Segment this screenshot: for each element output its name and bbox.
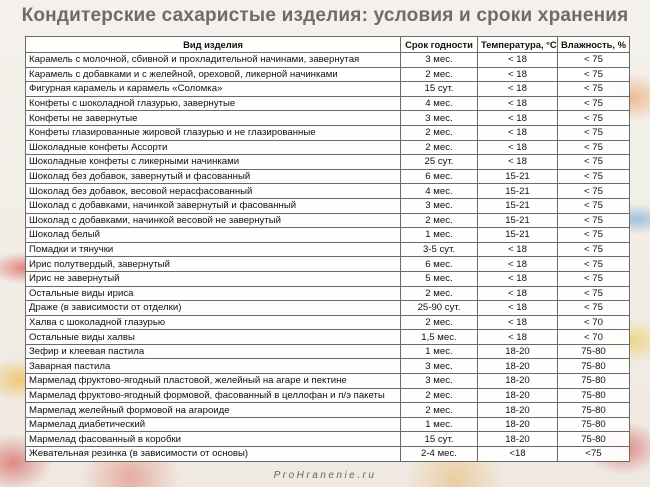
cell-product: Мармелад фруктово-ягодный пластовой, желейный на агаре и пектине: [26, 374, 401, 389]
cell-product: Фигурная карамель и карамель «Соломка»: [26, 82, 401, 97]
cell-product: Остальные виды халвы: [26, 330, 401, 345]
cell-humidity: < 75: [558, 257, 630, 272]
table-row: [26, 96, 630, 111]
cell-humidity: 75-80: [558, 344, 630, 359]
table-row: [26, 169, 630, 184]
cell-product: Мармелад фасованный в коробки: [26, 432, 401, 447]
cell-shelf-life: 6 мес.: [401, 257, 478, 272]
cell-shelf-life: 4 мес.: [401, 96, 478, 111]
cell-temperature: < 18: [478, 53, 558, 68]
cell-shelf-life: 1 мес.: [401, 417, 478, 432]
table-row: [26, 403, 630, 418]
cell-temperature: 18-20: [478, 432, 558, 447]
cell-shelf-life: 2 мес.: [401, 140, 478, 155]
cell-temperature: 15-21: [478, 184, 558, 199]
cell-product: Мармелад диабетический: [26, 417, 401, 432]
cell-humidity: 75-80: [558, 403, 630, 418]
cell-temperature: < 18: [478, 140, 558, 155]
cell-temperature: <18: [478, 447, 558, 462]
table-row: [26, 359, 630, 374]
cell-humidity: < 75: [558, 213, 630, 228]
cell-product: Мармелад желейный формовой на агароиде: [26, 403, 401, 418]
cell-shelf-life: 3-5 сут.: [401, 242, 478, 257]
storage-table: [25, 36, 630, 462]
cell-product: Заварная пастила: [26, 359, 401, 374]
table-row: [26, 301, 630, 316]
table-row: [26, 82, 630, 97]
cell-shelf-life: 2 мес.: [401, 125, 478, 140]
cell-humidity: < 75: [558, 242, 630, 257]
cell-product: Помадки и тянучки: [26, 242, 401, 257]
cell-shelf-life: 2 мес.: [401, 403, 478, 418]
cell-humidity: <75: [558, 447, 630, 462]
cell-shelf-life: 3 мес.: [401, 111, 478, 126]
cell-shelf-life: 3 мес.: [401, 53, 478, 68]
cell-product: Ирис не завернутый: [26, 271, 401, 286]
table-row: [26, 67, 630, 82]
table-row: [26, 257, 630, 272]
cell-humidity: < 75: [558, 301, 630, 316]
table-row: [26, 140, 630, 155]
cell-temperature: < 18: [478, 286, 558, 301]
cell-humidity: 75-80: [558, 388, 630, 403]
cell-product: Остальные виды ириса: [26, 286, 401, 301]
cell-humidity: < 75: [558, 67, 630, 82]
table-row: [26, 271, 630, 286]
column-header-temperature: Температура, °С: [478, 37, 558, 53]
cell-product: Карамель с молочной, сбивной и прохладительной начинами, завернутая: [26, 53, 401, 68]
table-row: [26, 155, 630, 170]
table-row: [26, 198, 630, 213]
table-row: [26, 432, 630, 447]
cell-shelf-life: 25 сут.: [401, 155, 478, 170]
table-header-row: [26, 37, 630, 53]
cell-temperature: < 18: [478, 82, 558, 97]
cell-shelf-life: 15 сут.: [401, 82, 478, 97]
cell-product: Шоколадные конфеты с ликерными начинками: [26, 155, 401, 170]
cell-temperature: 18-20: [478, 344, 558, 359]
cell-shelf-life: 2 мес.: [401, 286, 478, 301]
cell-humidity: 75-80: [558, 417, 630, 432]
cell-shelf-life: 4 мес.: [401, 184, 478, 199]
cell-shelf-life: 1 мес.: [401, 228, 478, 243]
cell-product: Жевательная резинка (в зависимости от основы): [26, 447, 401, 462]
cell-humidity: < 70: [558, 330, 630, 345]
cell-shelf-life: 25-90 сут.: [401, 301, 478, 316]
table-row: [26, 242, 630, 257]
cell-product: Драже (в зависимости от отделки): [26, 301, 401, 316]
cell-shelf-life: 5 мес.: [401, 271, 478, 286]
cell-product: Конфеты не завернутые: [26, 111, 401, 126]
cell-humidity: < 75: [558, 228, 630, 243]
cell-temperature: < 18: [478, 315, 558, 330]
cell-product: Шоколад без добавок, весовой нерасфасованный: [26, 184, 401, 199]
cell-humidity: 75-80: [558, 359, 630, 374]
cell-temperature: < 18: [478, 125, 558, 140]
cell-temperature: < 18: [478, 155, 558, 170]
column-header-humidity: Влажность, %: [558, 37, 630, 53]
cell-humidity: < 75: [558, 155, 630, 170]
table-body: [26, 53, 630, 462]
cell-shelf-life: 15 сут.: [401, 432, 478, 447]
cell-product: Шоколадные конфеты Ассорти: [26, 140, 401, 155]
column-header-shelf-life: Срок годности: [401, 37, 478, 53]
table-row: [26, 344, 630, 359]
site-watermark: ProHranenie.ru: [273, 470, 377, 481]
cell-product: Ирис полутвердый, завернутый: [26, 257, 401, 272]
cell-temperature: < 18: [478, 96, 558, 111]
cell-temperature: < 18: [478, 257, 558, 272]
cell-product: Шоколад с добавками, начинкой завернутый и фасованный: [26, 198, 401, 213]
table-row: [26, 213, 630, 228]
cell-shelf-life: 1,5 мес.: [401, 330, 478, 345]
cell-temperature: 15-21: [478, 169, 558, 184]
cell-temperature: < 18: [478, 330, 558, 345]
cell-temperature: < 18: [478, 271, 558, 286]
cell-shelf-life: 3 мес.: [401, 198, 478, 213]
table-row: [26, 228, 630, 243]
table-row: [26, 447, 630, 462]
cell-product: Шоколад без добавок, завернутый и фасованный: [26, 169, 401, 184]
cell-humidity: 75-80: [558, 374, 630, 389]
cell-shelf-life: 3 мес.: [401, 359, 478, 374]
table-row: [26, 286, 630, 301]
cell-humidity: < 75: [558, 169, 630, 184]
cell-temperature: < 18: [478, 242, 558, 257]
cell-humidity: < 75: [558, 82, 630, 97]
table-row: [26, 53, 630, 68]
cell-shelf-life: 2-4 мес.: [401, 447, 478, 462]
cell-shelf-life: 2 мес.: [401, 213, 478, 228]
cell-product: Халва с шоколадной глазурью: [26, 315, 401, 330]
cell-temperature: 18-20: [478, 374, 558, 389]
cell-shelf-life: 6 мес.: [401, 169, 478, 184]
cell-temperature: < 18: [478, 301, 558, 316]
cell-product: Конфеты глазированные жировой глазурью и не глазированные: [26, 125, 401, 140]
table-row: [26, 125, 630, 140]
cell-temperature: 18-20: [478, 417, 558, 432]
cell-humidity: < 75: [558, 53, 630, 68]
cell-humidity: 75-80: [558, 432, 630, 447]
table-row: [26, 111, 630, 126]
page-title: Кондитерские сахаристые изделия: условия и сроки хранения: [21, 5, 629, 26]
cell-temperature: 18-20: [478, 403, 558, 418]
cell-temperature: 15-21: [478, 198, 558, 213]
cell-humidity: < 70: [558, 315, 630, 330]
table-row: [26, 417, 630, 432]
cell-shelf-life: 2 мес.: [401, 315, 478, 330]
cell-temperature: 15-21: [478, 228, 558, 243]
table-row: [26, 330, 630, 345]
table-row: [26, 315, 630, 330]
cell-product: Карамель с добавками и с желейной, ореховой, ликерной начинками: [26, 67, 401, 82]
cell-humidity: < 75: [558, 96, 630, 111]
cell-product: Конфеты с шоколадной глазурью, завернутые: [26, 96, 401, 111]
cell-shelf-life: 2 мес.: [401, 67, 478, 82]
cell-temperature: < 18: [478, 67, 558, 82]
cell-humidity: < 75: [558, 140, 630, 155]
storage-table-container: [25, 36, 629, 462]
table-row: [26, 184, 630, 199]
cell-humidity: < 75: [558, 111, 630, 126]
cell-humidity: < 75: [558, 198, 630, 213]
cell-shelf-life: 1 мес.: [401, 344, 478, 359]
cell-temperature: < 18: [478, 111, 558, 126]
cell-humidity: < 75: [558, 125, 630, 140]
cell-shelf-life: 2 мес.: [401, 388, 478, 403]
cell-humidity: < 75: [558, 184, 630, 199]
cell-shelf-life: 3 мес.: [401, 374, 478, 389]
cell-product: Шоколад белый: [26, 228, 401, 243]
cell-product: Шоколад с добавками, начинкой весовой не завернутый: [26, 213, 401, 228]
table-row: [26, 374, 630, 389]
column-header-product: Вид изделия: [26, 37, 401, 53]
table-row: [26, 388, 630, 403]
cell-temperature: 15-21: [478, 213, 558, 228]
cell-humidity: < 75: [558, 271, 630, 286]
cell-product: Мармелад фруктово-ягодный формовой, фасованный в целлофан и п/э пакеты: [26, 388, 401, 403]
cell-humidity: < 75: [558, 286, 630, 301]
cell-temperature: 18-20: [478, 388, 558, 403]
cell-product: Зефир и клеевая пастила: [26, 344, 401, 359]
cell-temperature: 18-20: [478, 359, 558, 374]
